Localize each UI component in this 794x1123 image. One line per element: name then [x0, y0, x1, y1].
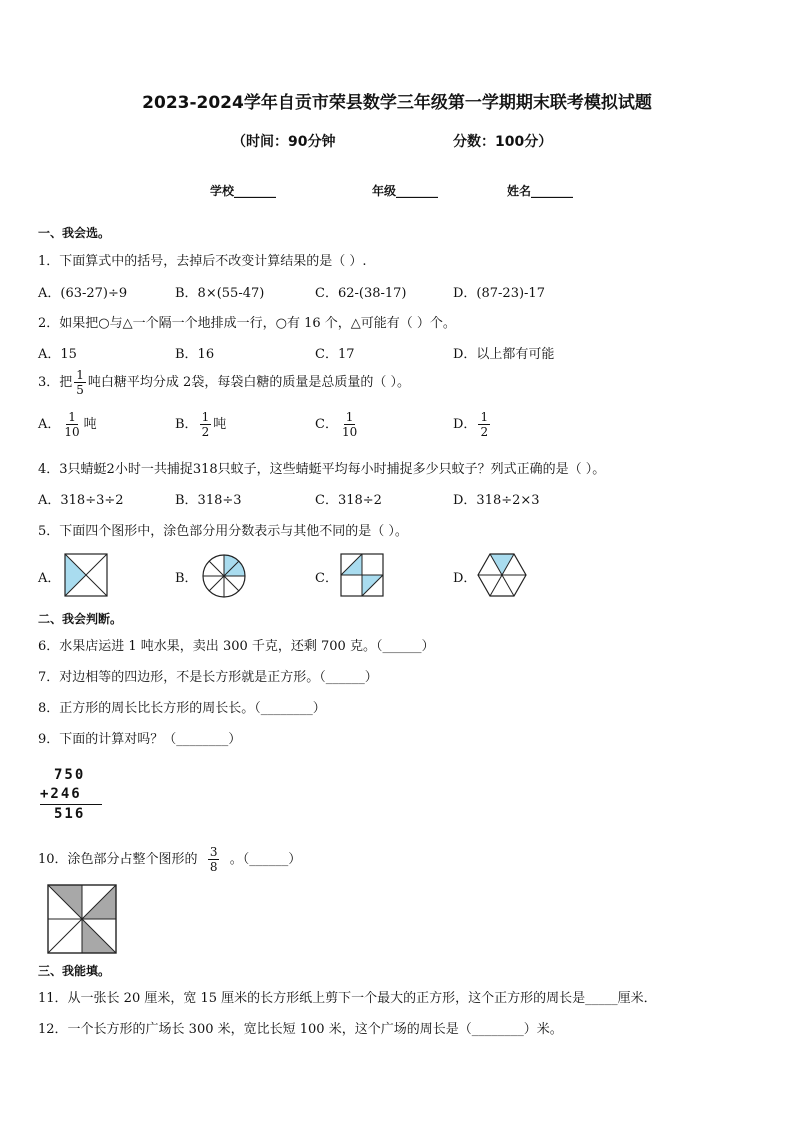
- question-5: 5．下面四个图形中，涂色部分用分数表示与其他不同的是（ ）。: [38, 524, 408, 539]
- q5-figure-d: [476, 552, 528, 598]
- q4-option-a[interactable]: A．318÷3÷2: [38, 493, 124, 508]
- q5-option-a[interactable]: A．: [38, 571, 61, 586]
- q1-option-b[interactable]: B．8×(55-47): [175, 286, 265, 301]
- question-4: 4．3只蜻蜓2小时一共捕捉318只蚊子，这些蜻蜓平均每小时捕捉多少只蚊子？列式正确的是（ ）。: [38, 462, 606, 477]
- score-label: 分数：100分）: [453, 134, 553, 150]
- question-9: 9．下面的计算对吗？（________）: [38, 732, 242, 747]
- calc-row-3: 516: [54, 806, 86, 822]
- section-heading-1: 一、我会选。: [38, 226, 111, 240]
- q5-figure-b: [201, 553, 247, 599]
- q5-figure-a: [64, 553, 108, 597]
- section-heading-3: 三、我能填。: [38, 964, 111, 978]
- question-6: 6．水果店运进 1 吨水果，卖出 300 千克，还剩 700 克。（______）: [38, 639, 435, 654]
- q2-option-b[interactable]: B．16: [175, 347, 215, 362]
- school-field[interactable]: 学校_______: [210, 184, 277, 198]
- time-label: （时间：90分钟: [232, 134, 336, 150]
- name-field[interactable]: 姓名_______: [507, 184, 574, 198]
- fraction: $\frac{1}{5}$: [76, 368, 84, 397]
- section-heading-2: 二、我会判断。: [38, 612, 123, 626]
- q3-option-d[interactable]: D． $\frac{1}{2}$: [453, 410, 489, 439]
- calc-row-1: 750: [54, 767, 86, 783]
- q3-option-a[interactable]: A． $\frac{1}{10}$ 吨: [38, 410, 97, 439]
- q2-option-c[interactable]: C．17: [315, 347, 355, 362]
- question-3: 3．把 $\frac{1}{5}$ 吨白糖平均分成 2袋，每袋白糖的质量是总质量的（ ）。: [38, 368, 410, 397]
- q4-option-b[interactable]: B．318÷3: [175, 493, 242, 508]
- q2-option-d[interactable]: D．以上都有可能: [453, 347, 555, 362]
- q1-option-c[interactable]: C．62-(38-17): [315, 286, 407, 301]
- q5-option-b[interactable]: B．: [175, 571, 198, 586]
- question-12: 12．一个长方形的广场长 300 米，宽比长短 100 米，这个广场的周长是（________）米。: [38, 1022, 563, 1037]
- q5-figure-c: [340, 553, 384, 597]
- question-10: 10．涂色部分占整个图形的 $\frac{3}{8}$ 。（______）: [38, 845, 302, 874]
- q2-option-a[interactable]: A．15: [38, 347, 77, 362]
- q10-figure: [47, 884, 117, 954]
- q5-option-d[interactable]: D．: [453, 571, 477, 586]
- vertical-calculation: [40, 766, 102, 824]
- question-2: 2．如果把○与△一个隔一个地排成一行，○有 16 个，△可能有（ ）个。: [38, 316, 456, 331]
- question-1: 1．下面算式中的括号，去掉后不改变计算结果的是（ ）.: [38, 254, 367, 269]
- q3-option-b[interactable]: B． $\frac{1}{2}$ 吨: [175, 410, 227, 439]
- calc-row-2: +246: [40, 786, 82, 802]
- page-title: 2023-2024学年自贡市荣县数学三年级第一学期期末联考模拟试题: [142, 93, 652, 113]
- question-8: 8．正方形的周长比长方形的周长长。（________）: [38, 701, 326, 716]
- q4-option-c[interactable]: C．318÷2: [315, 493, 382, 508]
- q4-option-d[interactable]: D．318÷2×3: [453, 493, 540, 508]
- grade-field[interactable]: 年级_______: [372, 184, 439, 198]
- question-11: 11．从一张长 20 厘米，宽 15 厘米的长方形纸上剪下一个最大的正方形，这个正方形的周长是_____厘米．: [38, 991, 657, 1006]
- question-7: 7．对边相等的四边形，不是长方形就是正方形。（______）: [38, 670, 378, 685]
- q1-option-a[interactable]: A．(63-27)÷9: [38, 286, 128, 301]
- q3-option-c[interactable]: C． $\frac{1}{10}$: [315, 410, 358, 439]
- q1-option-d[interactable]: D．(87-23)-17: [453, 286, 545, 301]
- q5-option-c[interactable]: C．: [315, 571, 338, 586]
